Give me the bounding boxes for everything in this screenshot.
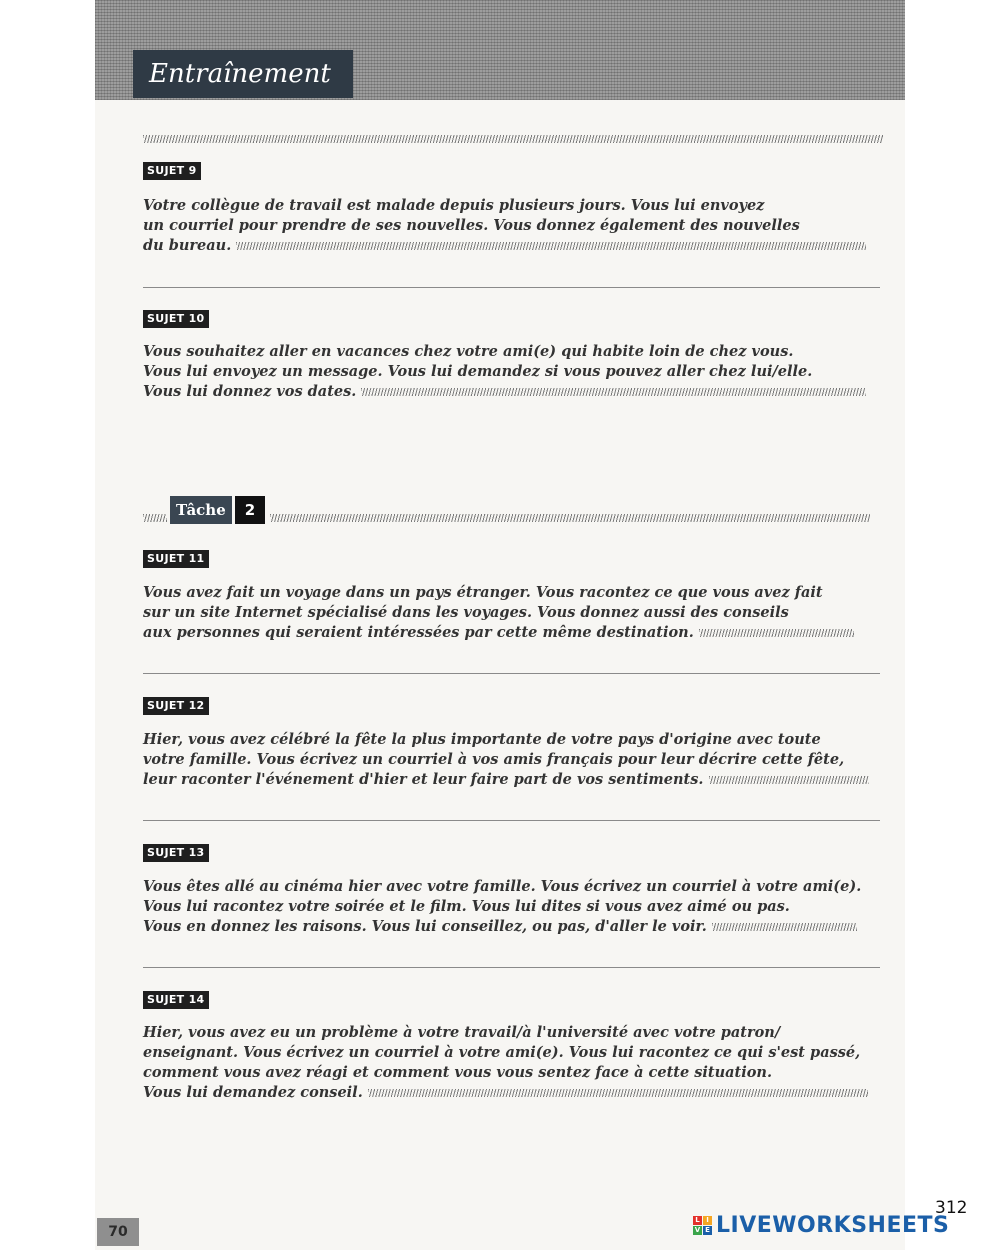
decorative-hatch: [143, 514, 167, 522]
decorative-hatch: [361, 388, 866, 396]
separator-rule: [143, 820, 880, 821]
text-line-content: aux personnes qui seraient intéressées par cette même destination.: [143, 624, 694, 641]
logo-letter: L: [693, 1216, 702, 1225]
sujet-label: SUJET 10: [143, 310, 209, 328]
section-title: Entraînement: [133, 50, 353, 98]
text-line: Vous avez fait un voyage dans un pays étranger. Vous racontez ce que vous avez fait: [143, 584, 823, 601]
text-line-content: leur raconter l'événement d'hier et leur faire part de vos sentiments.: [143, 771, 704, 788]
sujet-label: SUJET 13: [143, 844, 209, 862]
sujet-label: SUJET 11: [143, 550, 209, 568]
text-line: Vous êtes allé au cinéma hier avec votre famille. Vous écrivez un courriel à votre ami(e).: [143, 878, 862, 895]
text-line-content: Vous lui demandez conseil.: [143, 1084, 363, 1101]
separator-rule: [143, 287, 880, 288]
decorative-hatch: [699, 629, 854, 637]
text-line: Hier, vous avez eu un problème à votre travail/à l'université avec votre patron/: [143, 1024, 781, 1041]
logo-grid-icon: [693, 1216, 712, 1235]
decorative-hatch: [270, 514, 870, 522]
text-line: [143, 770, 883, 790]
text-line: Vous lui racontez votre soirée et le film. Vous lui dites si vous avez aimé ou pas.: [143, 898, 790, 915]
text-line: Hier, vous avez célébré la fête la plus importante de votre pays d'origine avec toute: [143, 731, 821, 748]
logo-letter: V: [694, 1226, 701, 1234]
task-number: 2: [235, 496, 265, 524]
text-line: Vous lui envoyez un message. Vous lui demandez si vous pouvez aller chez lui/elle.: [143, 363, 813, 380]
sujet-text: [143, 730, 883, 790]
brand-name: LIVEWORKSHEETS: [716, 1213, 950, 1238]
decorative-hatch: [368, 1089, 868, 1097]
text-line: [143, 623, 883, 643]
text-line: [143, 1083, 883, 1103]
decorative-hatch: [236, 242, 866, 250]
text-line: Vous souhaitez aller en vacances chez votre ami(e) qui habite loin de chez vous.: [143, 343, 794, 360]
sujet-text: [143, 196, 883, 256]
decorative-hatch: [712, 923, 857, 931]
sujet-text: [143, 583, 883, 643]
separator-rule: [143, 673, 880, 674]
separator-rule: [143, 967, 880, 968]
sujet-label: SUJET 9: [143, 162, 201, 180]
logo-letter: E: [703, 1226, 712, 1235]
worksheet-counter: 312: [935, 1198, 968, 1218]
text-line: comment vous avez réagi et comment vous vous sentez face à cette situation.: [143, 1064, 773, 1081]
text-line: [143, 917, 883, 937]
text-line: [143, 382, 883, 402]
task-header: [170, 496, 265, 524]
text-line: sur un site Internet spécialisé dans les voyages. Vous donnez aussi des conseils: [143, 604, 789, 621]
text-line: enseignant. Vous écrivez un courriel à votre ami(e). Vous lui racontez ce qui s'est passé,: [143, 1044, 861, 1061]
decorative-hatch: [143, 135, 883, 143]
text-line-content: Vous lui donnez vos dates.: [143, 383, 357, 400]
sujet-label: SUJET 12: [143, 697, 209, 715]
sujet-label: SUJET 14: [143, 991, 209, 1009]
page-number: 70: [97, 1218, 139, 1246]
liveworksheets-logo[interactable]: [693, 1213, 949, 1238]
text-line-content: Vous en donnez les raisons. Vous lui conseillez, ou pas, d'aller le voir.: [143, 918, 707, 935]
sujet-text: [143, 877, 883, 937]
text-line: votre famille. Vous écrivez un courriel à vos amis français pour leur décrire cette fête,: [143, 751, 845, 768]
decorative-hatch: [709, 776, 869, 784]
text-line-content: du bureau.: [143, 237, 232, 254]
text-line: [143, 236, 883, 256]
sujet-text: [143, 1023, 883, 1103]
text-line: Votre collègue de travail est malade depuis plusieurs jours. Vous lui envoyez: [143, 197, 765, 214]
sujet-text: [143, 342, 883, 402]
logo-letter: I: [703, 1216, 712, 1225]
text-line: un courriel pour prendre de ses nouvelles. Vous donnez également des nouvelles: [143, 217, 800, 234]
task-label: Tâche: [170, 496, 232, 524]
